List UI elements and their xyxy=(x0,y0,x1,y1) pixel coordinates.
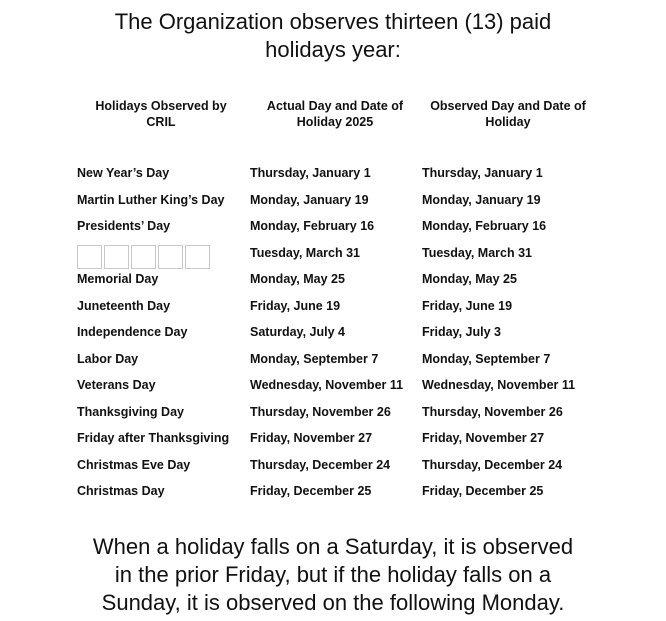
actual-date-cell: Saturday, July 4 xyxy=(250,325,345,339)
missing-glyph-box xyxy=(185,245,210,269)
actual-date-cell: Thursday, January 1 xyxy=(250,166,371,180)
observed-date-cell: Wednesday, November 11 xyxy=(422,378,576,392)
table-row xyxy=(0,160,666,187)
table-row xyxy=(0,478,666,505)
column-header-text: Holiday xyxy=(485,115,531,129)
table-row xyxy=(0,240,666,267)
table-row xyxy=(0,293,666,320)
actual-date-cell: Wednesday, November 11 xyxy=(250,378,404,392)
missing-glyph-boxes xyxy=(77,245,212,269)
holiday-name-cell: Christmas Eve Day xyxy=(77,457,191,472)
holiday-name-cell: Independence Day xyxy=(77,325,188,339)
observed-date-cell: Monday, February 16 xyxy=(422,219,547,233)
observed-date-cell: Thursday, December 24 xyxy=(422,457,563,472)
actual-date-cell: Friday, November 27 xyxy=(250,431,373,445)
holiday-name-cell: Thanksgiving Day xyxy=(77,404,184,419)
column-header-actual-date xyxy=(250,98,420,130)
observance-note xyxy=(0,533,666,617)
holiday-table xyxy=(0,160,666,505)
missing-glyph-box xyxy=(77,245,102,269)
note-line-3: Sunday, it is observed on the following Monday. xyxy=(101,590,565,615)
column-header-observed-date xyxy=(418,98,598,130)
actual-date-cell: Monday, May 25 xyxy=(250,272,345,286)
holiday-name-cell: Juneteenth Day xyxy=(77,298,171,313)
page-heading xyxy=(0,8,666,64)
holiday-name-cell: Martin Luther King’s Day xyxy=(77,192,225,207)
actual-date-cell: Friday, December 25 xyxy=(250,484,372,498)
table-row xyxy=(0,399,666,426)
holiday-name-cell: Memorial Day xyxy=(77,272,159,286)
observed-date-cell: Friday, July 3 xyxy=(422,325,501,339)
actual-date-cell: Monday, February 16 xyxy=(250,219,375,233)
observed-date-cell: Monday, May 25 xyxy=(422,272,517,286)
column-header-text: Actual Day and Date of xyxy=(266,99,404,113)
holiday-name-cell: Veterans Day xyxy=(77,378,156,392)
observed-date-cell: Tuesday, March 31 xyxy=(422,245,532,260)
actual-date-cell: Monday, January 19 xyxy=(250,192,369,207)
holiday-name-cell: Labor Day xyxy=(77,351,139,366)
actual-date-cell: Tuesday, March 31 xyxy=(250,245,360,260)
table-row xyxy=(0,372,666,399)
column-header-text: CRIL xyxy=(146,115,176,129)
missing-glyph-box xyxy=(104,245,129,269)
observed-date-cell: Monday, January 19 xyxy=(422,192,541,207)
table-row xyxy=(0,213,666,240)
table-row xyxy=(0,187,666,214)
table-row xyxy=(0,346,666,373)
column-header-text: Holidays Observed by xyxy=(95,99,227,113)
observed-date-cell: Friday, December 25 xyxy=(422,484,544,498)
table-row xyxy=(0,425,666,452)
holiday-name-cell: Presidents’ Day xyxy=(77,219,171,233)
observed-date-cell: Monday, September 7 xyxy=(422,351,551,366)
holiday-name-cell: Friday after Thanksgiving xyxy=(77,431,230,445)
heading-line-2: holidays year: xyxy=(265,37,401,62)
note-line-2: in the prior Friday, but if the holiday falls on a xyxy=(114,562,552,587)
actual-date-cell: Thursday, November 26 xyxy=(250,404,391,419)
actual-date-cell: Thursday, December 24 xyxy=(250,457,391,472)
table-row xyxy=(0,319,666,346)
heading-line-1: The Organization observes thirteen (13) paid xyxy=(114,9,552,34)
table-row xyxy=(0,266,666,293)
column-header-text: Holiday 2025 xyxy=(296,115,374,129)
observed-date-cell: Thursday, January 1 xyxy=(422,166,543,180)
column-header-text: Observed Day and Date of xyxy=(430,99,586,113)
missing-glyph-box xyxy=(158,245,183,269)
holiday-name-cell: Christmas Day xyxy=(77,484,165,498)
note-line-1: When a holiday falls on a Saturday, it is observed xyxy=(92,534,574,559)
observed-date-cell: Thursday, November 26 xyxy=(422,404,563,419)
missing-glyph-box xyxy=(131,245,156,269)
actual-date-cell: Friday, June 19 xyxy=(250,298,341,313)
holiday-name-cell: New Year’s Day xyxy=(77,166,170,180)
observed-date-cell: Friday, November 27 xyxy=(422,431,545,445)
column-header-holiday xyxy=(86,98,236,130)
observed-date-cell: Friday, June 19 xyxy=(422,298,513,313)
table-row xyxy=(0,452,666,479)
actual-date-cell: Monday, September 7 xyxy=(250,351,379,366)
